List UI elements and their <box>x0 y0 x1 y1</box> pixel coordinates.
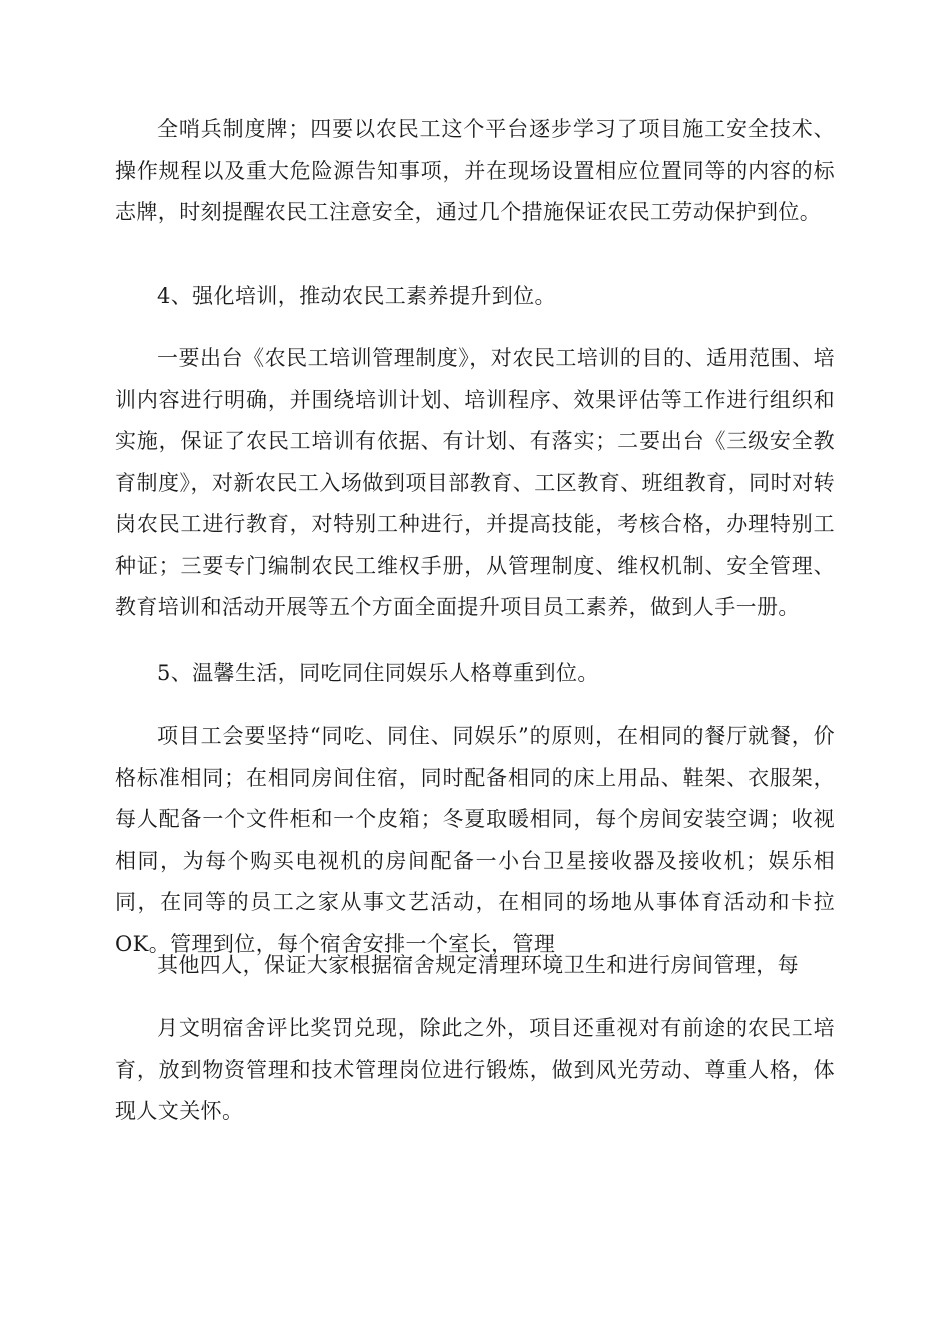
paragraph-dorm-management: 其他四人，保证大家根据宿舍规定清理环境卫生和进行房间管理，每 <box>157 953 799 977</box>
paragraph-dorm-evaluation: 月文明宿舍评比奖罚兑现，除此之外，项目还重视对有前途的农民工培育，放到物资管理和技术管理岗位进行锻炼，做到风光劳动、尊重人格，体现人文关怀。 <box>115 1016 835 1123</box>
paragraph-training-rules: 一要出台《农民工培训管理制度》，对农民工培训的目的、适用范围、培训内容进行明确，并围绕培训计划、培训程序、效果评估等工作进行组织和实施，保证了农民工培训有依据、有计划、有落实；二要出台《三级安全教育制度》，对新农民工入场做到项目部教育、工区教育、班组教育，同时对转岗农民工进行教育，对特别工种进行，并提高技能，考核合格，办理特别工种证；三要专门编制农民工维权手册，从管理制度、维权机制、安全管理、教育培训和活动开展等五个方面全面提升项目员工素养，做到人手一册。 <box>115 346 835 619</box>
paragraph-living-conditions: 项目工会要坚持“同吃、同住、同娱乐”的原则，在相同的餐厅就餐，价格标准相同；在相同房间住宿，同时配备相同的床上用品、鞋架、衣服架，每人配备一个文件柜和一个皮箱；冬夏取暖相同，每个房间安装空调；收视相同，为每个购买电视机的房间配备一小台卫星接收器及接收机；娱乐相同，在同等的员工之家从事文艺活动，在相同的场地从事体育活动和卡拉OK。管理到位，每个宿舍安排一个室长，管理 <box>115 724 835 956</box>
section-heading-training: 4、强化培训，推动农民工素养提升到位。 <box>157 284 556 308</box>
section-heading-living: 5、温馨生活，同吃同住同娱乐人格尊重到位。 <box>157 661 599 685</box>
paragraph-safety-signs: 全哨兵制度牌；四要以农民工这个平台逐步学习了项目施工安全技术、操作规程以及重大危险源告知事项，并在现场设置相应位置同等的内容的标志牌，时刻提醒农民工注意安全，通过几个措施保证农民工劳动保护到位。 <box>115 117 835 224</box>
